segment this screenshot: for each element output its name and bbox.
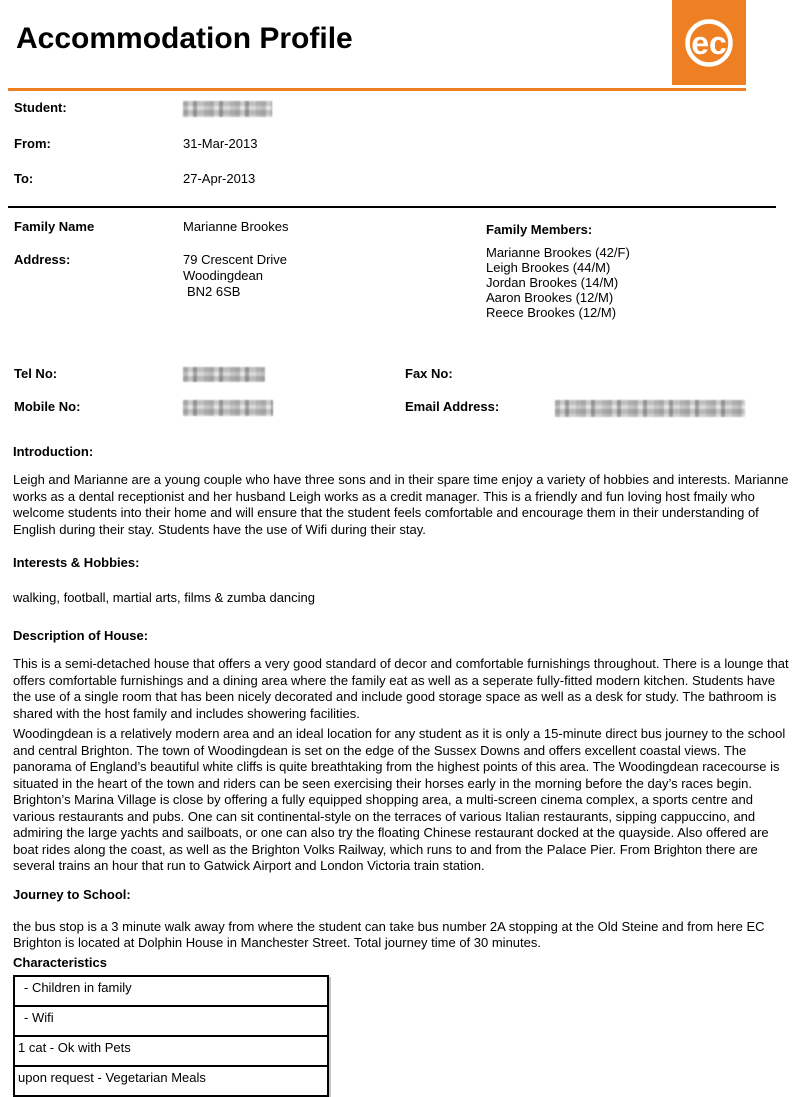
table-row — [14, 1036, 328, 1066]
student-row — [14, 100, 800, 117]
student-value — [183, 100, 800, 117]
ec-logo-graphic — [672, 0, 746, 85]
address-value — [183, 252, 486, 300]
redacted-student-name — [183, 101, 272, 117]
family-name-label: Family Name — [14, 219, 95, 234]
address-line: 79 Crescent Drive — [183, 252, 288, 267]
interests-heading: Interests & Hobbies: — [13, 555, 140, 570]
email-value — [555, 399, 800, 417]
family-name-value: Marianne Brookes — [183, 219, 289, 234]
characteristic-cell: - Wifi — [14, 1006, 328, 1036]
document-header — [0, 0, 800, 85]
contact-info — [0, 320, 800, 417]
address-line: Woodingdean — [183, 268, 263, 283]
tel-label: Tel No: — [14, 366, 58, 381]
house-description-paragraph: This is a semi-detached house that offers a very good standard of decor and comfortable furnishings throughout. There is a lounge that offers comfortable furnishings and a dining area where the family eat as well as a seperate fully-fitted modern kitchen. Students have the use of a single room that has been nicely decorated and include good storage space as well as a desk for study. The bathroom is shared with the host family and includes showering facilities. — [13, 656, 789, 721]
house-description-paragraph: Woodingdean is a relatively modern area and an ideal location for any student as it is only a 15-minute direct bus journey to the school and central Brighton. The town of Woodingdean is set on the edge of the Sussex Downs and offers excellent coastal views. The panorama of England’s beautiful white cliffs is quite breathtaking from the highest points of this area. The Woodingdean racecourse is situated in the heart of the town and riders can be seen exercising their horses early in the morning before the day’s races begin. Brighton’s Marina Village is close by offering a fully equipped shopping area, a multi-screen cinema complex, a sports centre and various restaurants and pubs. One can sit continental-style on the terraces of various Italian restaurants, sipping cappuccino, and admiring the large yachts and sailboats, or one can also try the floating Chinese restaurant docked at the quayside. Also offered are boat rides along the coast, as well as the Brighton Volks Railway, which runs to and from the Palace Pier. From Brighton there are several trains an hour that run to Gatwick Airport and London Victoria train station. — [13, 726, 786, 873]
to-row — [14, 171, 800, 187]
characteristic-cell: 1 cat - Ok with Pets — [14, 1036, 328, 1066]
page-title: Accommodation Profile — [16, 22, 353, 55]
mobile-email-row — [14, 399, 800, 417]
interests-text: walking, football, martial arts, films & zumba dancing — [13, 590, 316, 605]
family-member: Aaron Brookes (12/M) — [486, 290, 614, 305]
student-label: Student: — [14, 100, 67, 115]
booking-info — [0, 91, 800, 187]
family-members-label: Family Members: — [486, 222, 593, 237]
characteristic-cell: - Children in family — [14, 976, 328, 1006]
host-family-info — [0, 208, 800, 320]
from-value: 31-Mar-2013 — [183, 136, 258, 151]
journey-heading: Journey to School: — [13, 886, 131, 902]
from-label: From: — [14, 136, 51, 151]
table-row — [14, 976, 328, 1006]
email-label: Email Address: — [405, 399, 500, 414]
mobile-value — [183, 399, 405, 416]
to-value: 27-Apr-2013 — [183, 171, 256, 186]
fax-label: Fax No: — [405, 366, 453, 381]
characteristic-cell: upon request - Vegetarian Meals — [14, 1066, 328, 1096]
address-label: Address: — [14, 252, 71, 267]
address-line: BN2 6SB — [187, 284, 241, 299]
family-name-row — [14, 219, 486, 235]
introduction-heading: Introduction: — [13, 444, 94, 459]
text-sections — [0, 444, 800, 1097]
ec-logo-text: ec — [691, 25, 727, 61]
tel-fax-row — [14, 366, 800, 382]
characteristics-heading: Characteristics — [13, 954, 107, 970]
family-member: Jordan Brookes (14/M) — [486, 275, 619, 290]
family-name-address — [14, 219, 486, 320]
redacted-mobile-number — [183, 400, 273, 416]
family-member: Leigh Brookes (44/M) — [486, 260, 611, 275]
family-member: Marianne Brookes (42/F) — [486, 245, 630, 260]
from-row — [14, 136, 800, 152]
redacted-tel-number — [183, 367, 265, 382]
family-members — [486, 219, 800, 320]
tel-value — [183, 366, 405, 382]
journey-text: the bus stop is a 3 minute walk away from where the student can take bus number 2A stopping at the Old Steine and from here EC Brighton is located at Dolphin House in Manchester Street. Total journey time of 30 minutes. — [13, 918, 765, 950]
ec-logo — [672, 0, 746, 85]
table-row — [14, 1066, 328, 1096]
characteristics-table — [13, 975, 329, 1097]
house-description-heading: Description of House: — [13, 628, 149, 643]
table-row — [14, 1006, 328, 1036]
family-member: Reece Brookes (12/M) — [486, 305, 617, 320]
family-members-list — [486, 245, 800, 320]
introduction-text: Leigh and Marianne are a young couple who have three sons and in their spare time enjoy a variety of hobbies and interests. Marianne works as a dental receptionist and her husband Leigh works as a credit manager. This is a friendly and fun loving host fmaily who welcome students into their home and will ensure that the student feels comfortable and encourage them in their understanding of English during their stay. Students have the use of Wifi during their stay. — [13, 472, 789, 537]
to-label: To: — [14, 171, 34, 186]
redacted-email-address — [555, 400, 745, 417]
address-row — [14, 252, 486, 300]
mobile-label: Mobile No: — [14, 399, 81, 414]
